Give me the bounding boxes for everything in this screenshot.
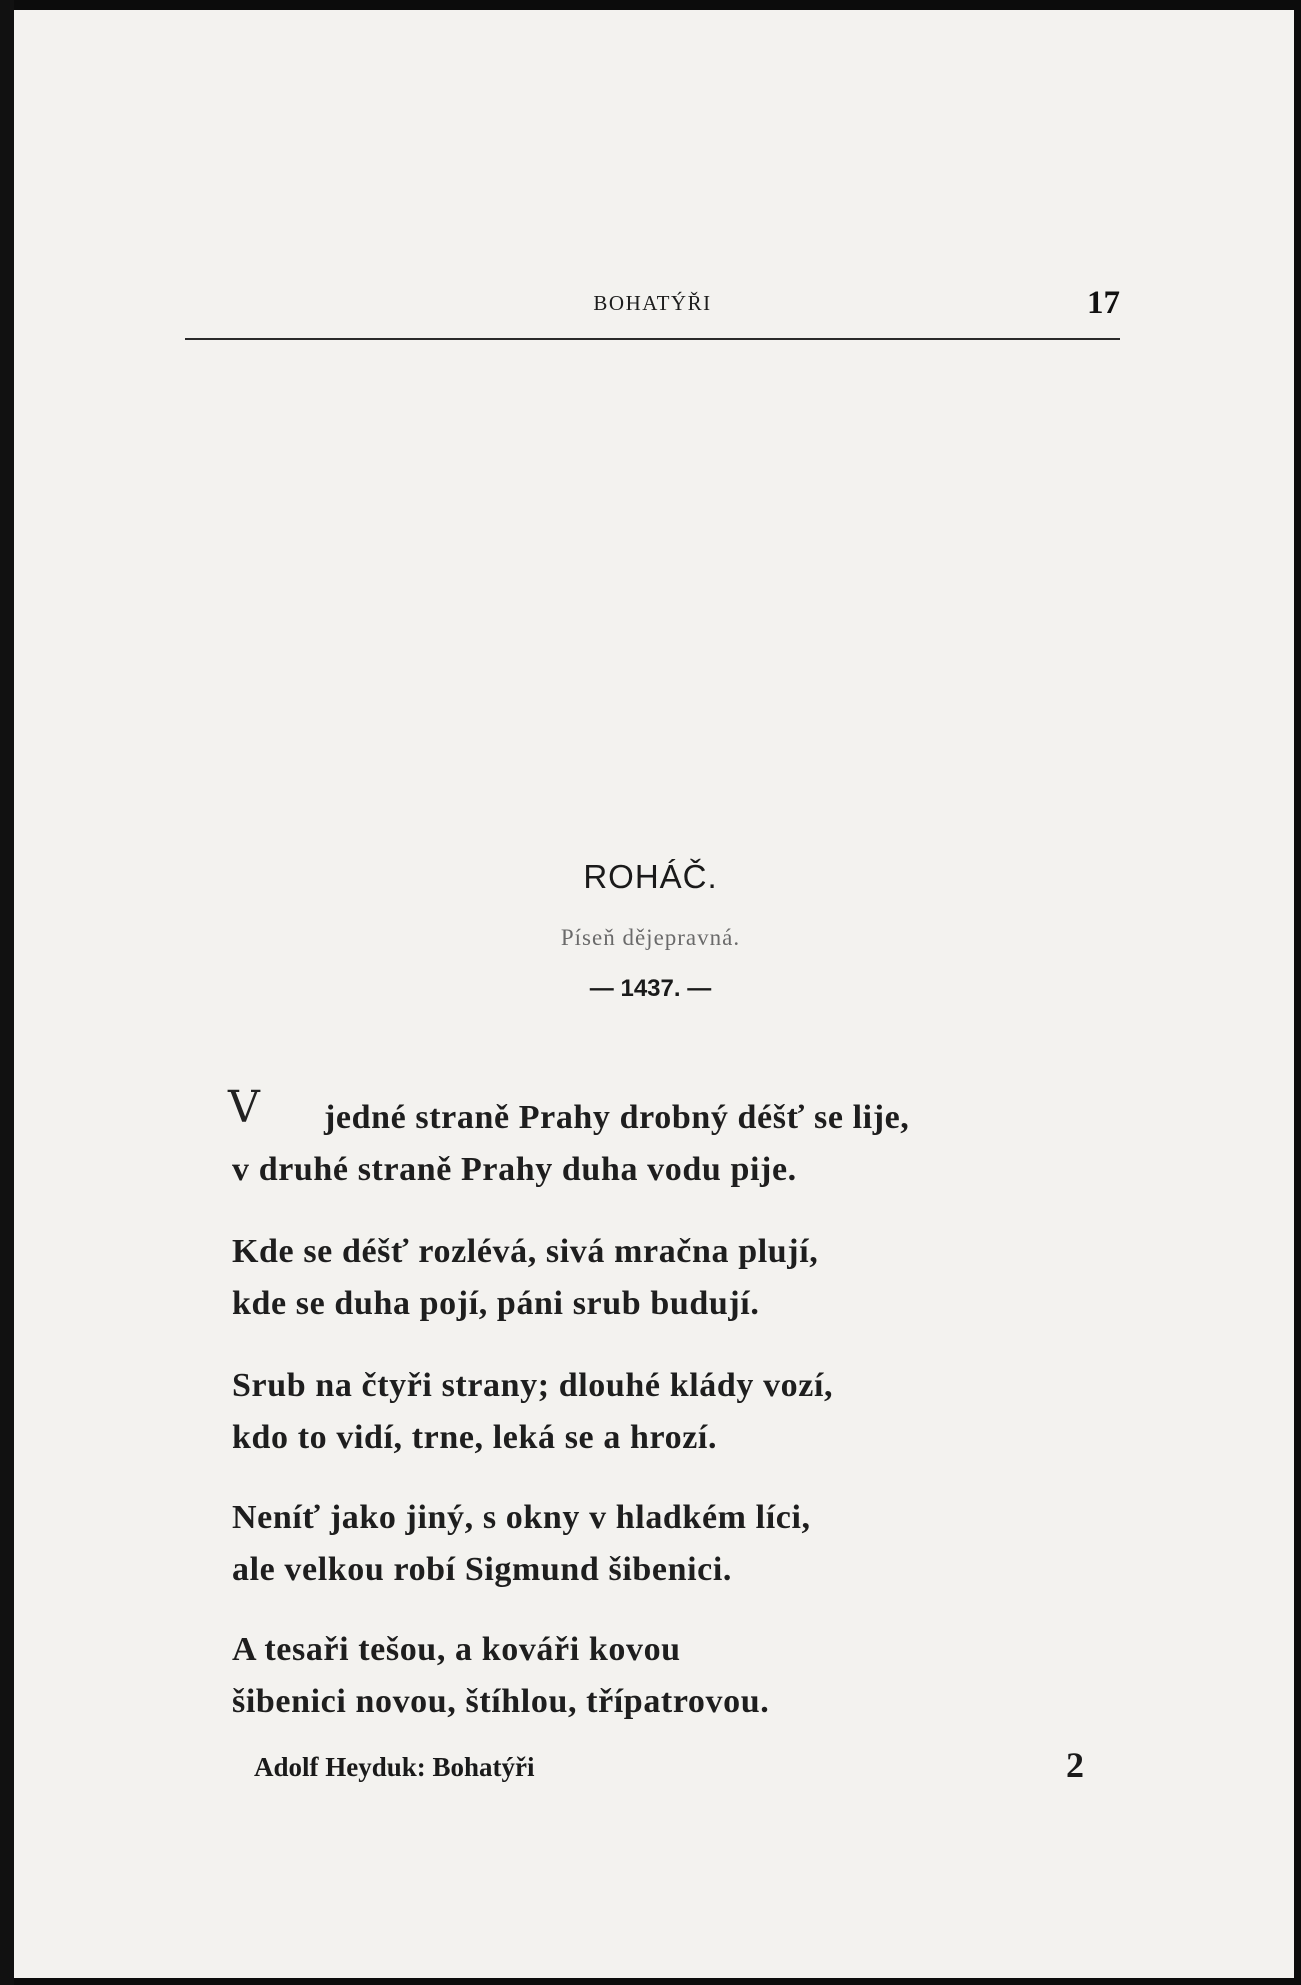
poem-year: — 1437. —: [589, 975, 712, 1002]
poem-title: ROHÁČ.: [583, 858, 718, 895]
page-number: 17: [1087, 285, 1120, 321]
stanza-5: [232, 1624, 1132, 1728]
sheet-number: 2: [1066, 1745, 1084, 1785]
verse-line: ale velkou robí Sigmund šibenici.: [232, 1551, 732, 1588]
poem-subtitle: Píseň dějepravná.: [560, 925, 741, 950]
verse-line: Srub na čtyři strany; dlouhé klády vozí,: [232, 1367, 834, 1404]
verse-line: Neníť jako jiný, s okny v hladkém líci,: [232, 1499, 811, 1536]
verse-line: jedné straně Prahy drobný déšť se lije,: [324, 1099, 910, 1136]
verse-line: v druhé straně Prahy duha vodu pije.: [232, 1151, 797, 1188]
verse-line: A tesaři tešou, a kováři kovou: [232, 1631, 681, 1668]
stanza-2: [232, 1226, 1132, 1330]
verse-line: Kde se déšť rozlévá, sivá mračna plují,: [232, 1233, 819, 1270]
stanza-1: [232, 1092, 1132, 1196]
stanza-3: [232, 1360, 1132, 1464]
verse-line: šibenici novou, štíhlou, třípatrovou.: [232, 1683, 770, 1720]
decorative-initial: V: [228, 1082, 260, 1133]
stanza-4: [232, 1492, 1132, 1596]
footer-signature: Adolf Heyduk: Bohatýři: [254, 1752, 535, 1782]
running-head: [185, 285, 1120, 325]
verse-line: kdo to vidí, trne, leká se a hrozí.: [232, 1419, 718, 1456]
verse-line: kde se duha pojí, páni srub budují.: [232, 1285, 760, 1322]
header-rule: [185, 338, 1120, 340]
running-title: BOHATÝŘI: [593, 291, 712, 315]
